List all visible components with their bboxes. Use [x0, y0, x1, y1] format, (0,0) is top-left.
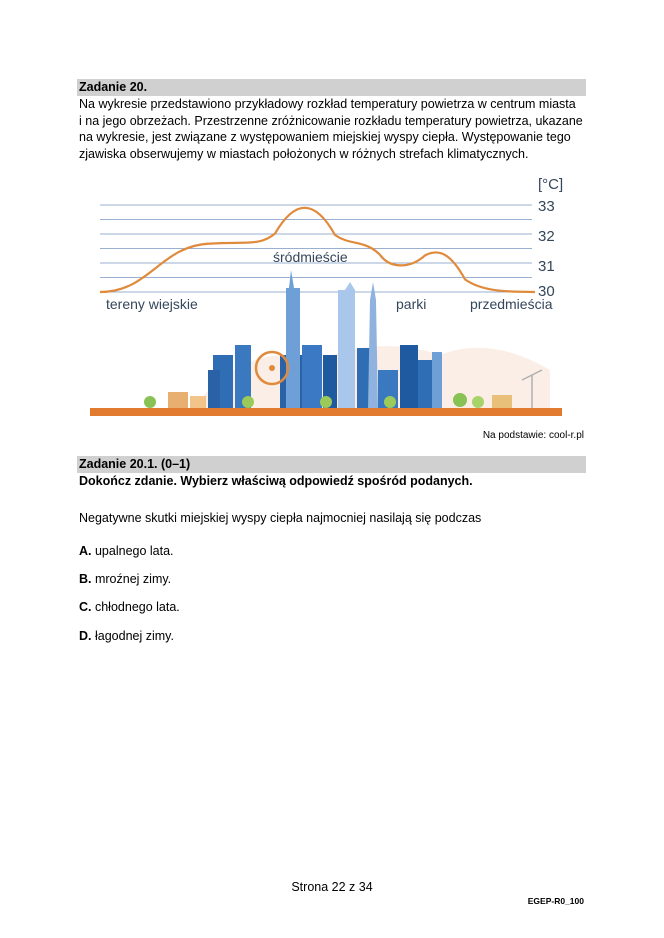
task-20-heading-bar — [77, 79, 586, 96]
zone-label-rural: tereny wiejskie — [106, 296, 198, 312]
page-number: Strona 22 z 34 — [291, 880, 373, 894]
description-line: Na wykresie przedstawiono przykładowy rozkład temperatury powietrza w centrum miasta — [79, 97, 576, 111]
answer-option-b[interactable] — [79, 572, 171, 586]
option-text: upalnego lata. — [94, 544, 174, 558]
option-text: łagodnej zimy. — [94, 629, 174, 643]
zone-label-downtown: śródmieście — [273, 249, 348, 265]
option-letter: B. — [79, 572, 92, 586]
option-letter: C. — [79, 600, 92, 614]
temperature-tick-labels — [538, 198, 555, 300]
ground-strip — [90, 408, 562, 416]
urban-heat-island-figure — [80, 170, 580, 422]
answer-option-c[interactable] — [79, 600, 180, 614]
task-20-description — [79, 96, 583, 162]
tick-label: 30 — [538, 283, 555, 300]
task-20-1-heading-bar — [77, 456, 586, 473]
zone-label-suburbs: przedmieścia — [470, 296, 553, 312]
option-text: chłodnego lata. — [94, 600, 180, 614]
description-line: zjawiska obserwujemy w miastach położonych w różnych strefach klimatycznych. — [79, 146, 529, 161]
option-text: mroźnej zimy. — [94, 572, 172, 586]
question-stem: Negatywne skutki miejskiej wyspy ciepła najmocniej nasilają się podczas — [79, 511, 482, 525]
zone-label-parks: parki — [396, 296, 427, 312]
exam-code: EGEP-R0_100 — [527, 896, 584, 906]
description-line: i na jego obrzeżach. Przestrzenne zróżnicowanie rozkładu temperatury powietrza, ukazane — [79, 113, 583, 128]
figure-source: Na podstawie: cool-r.pl — [482, 430, 584, 441]
tick-label: 32 — [538, 228, 555, 245]
tick-label: 33 — [538, 198, 555, 215]
task-20-heading: Zadanie 20. — [79, 80, 148, 94]
description-line: na wykresie, jest związane z występowaniem miejskiej wyspy ciepła. Występowanie tego — [79, 130, 571, 144]
answer-option-d[interactable] — [79, 629, 174, 643]
tick-label: 31 — [538, 258, 555, 275]
answer-option-a[interactable] — [79, 544, 174, 558]
task-20-1-heading: Zadanie 20.1. (0–1) — [79, 457, 191, 471]
option-letter: D. — [79, 629, 92, 643]
option-letter: A. — [79, 544, 92, 558]
unit-label: [°C] — [538, 176, 564, 193]
task-instruction: Dokończ zdanie. Wybierz właściwą odpowiedź spośród podanych. — [79, 474, 473, 488]
